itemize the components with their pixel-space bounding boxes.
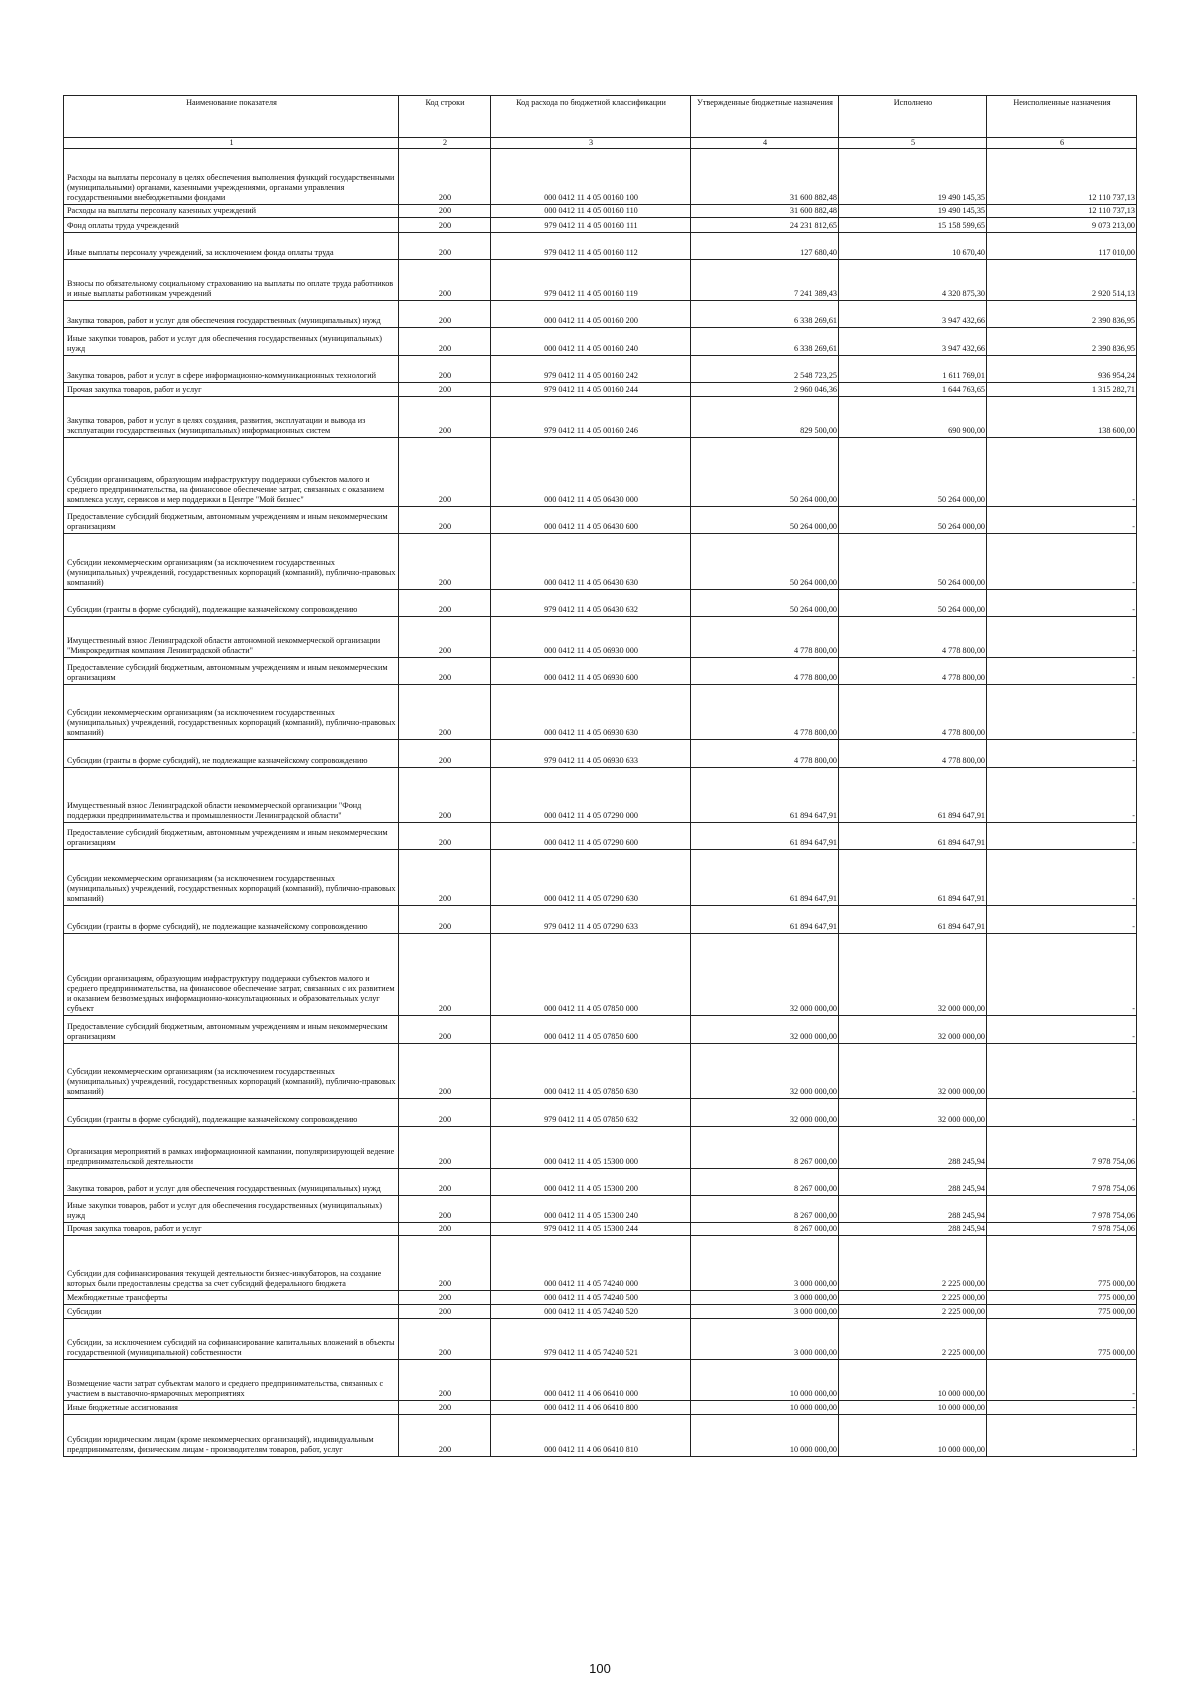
budget-code-cell: 979 0412 11 4 05 00160 119 — [491, 260, 691, 301]
budget-code-cell: 000 0412 11 4 05 07850 630 — [491, 1044, 691, 1099]
budget-code-cell: 000 0412 11 4 06 06410 800 — [491, 1401, 691, 1415]
budget-code-cell: 000 0412 11 4 05 06430 630 — [491, 534, 691, 590]
approved-amount-cell: 7 241 389,43 — [691, 260, 839, 301]
line-code-cell: 200 — [399, 438, 491, 507]
indicator-name-cell: Межбюджетные трансферты — [64, 1291, 399, 1305]
budget-code-cell: 000 0412 11 4 05 06930 600 — [491, 658, 691, 685]
indicator-name-cell: Расходы на выплаты персоналу казенных учреждений — [64, 205, 399, 218]
approved-amount-cell: 50 264 000,00 — [691, 507, 839, 534]
indicator-name-cell: Субсидии для софинансирования текущей деятельности бизнес-инкубаторов, на создание которых были предоставлены средства за счет субсидий федерального бюджета — [64, 1236, 399, 1291]
budget-code-cell: 979 0412 11 4 05 15300 244 — [491, 1223, 691, 1236]
executed-amount-cell: 4 778 800,00 — [839, 617, 987, 658]
unexecuted-amount-cell: - — [987, 768, 1137, 823]
line-code-cell: 200 — [399, 1319, 491, 1360]
unexecuted-amount-cell: - — [987, 590, 1137, 617]
line-code-cell: 200 — [399, 507, 491, 534]
unexecuted-amount-cell: - — [987, 1415, 1137, 1457]
approved-amount-cell: 2 960 046,36 — [691, 383, 839, 397]
approved-amount-cell: 61 894 647,91 — [691, 906, 839, 934]
unexecuted-amount-cell: - — [987, 1044, 1137, 1099]
line-code-cell: 200 — [399, 768, 491, 823]
executed-amount-cell: 4 320 875,30 — [839, 260, 987, 301]
column-number: 4 — [691, 138, 839, 149]
table-row — [64, 397, 1137, 438]
budget-code-cell: 000 0412 11 4 05 15300 240 — [491, 1196, 691, 1223]
executed-amount-cell: 2 225 000,00 — [839, 1236, 987, 1291]
approved-amount-cell: 32 000 000,00 — [691, 1044, 839, 1099]
line-code-cell: 200 — [399, 534, 491, 590]
budget-code-cell: 000 0412 11 4 05 06430 600 — [491, 507, 691, 534]
unexecuted-amount-cell: 7 978 754,06 — [987, 1223, 1137, 1236]
indicator-name-cell: Субсидии (гранты в форме субсидий), подлежащие казначейскому сопровождению — [64, 590, 399, 617]
column-number: 6 — [987, 138, 1137, 149]
budget-code-cell: 000 0412 11 4 05 74240 500 — [491, 1291, 691, 1305]
executed-amount-cell: 50 264 000,00 — [839, 438, 987, 507]
table-row — [64, 1401, 1137, 1415]
indicator-name-cell: Субсидии некоммерческим организациям (за исключением государственных (муниципальных) учреждений, государственных корпораций (компаний), публично-правовых компаний) — [64, 685, 399, 740]
budget-code-cell: 000 0412 11 4 05 06930 630 — [491, 685, 691, 740]
budget-code-cell: 000 0412 11 4 05 07290 000 — [491, 768, 691, 823]
indicator-name-cell: Взносы по обязательному социальному страхованию на выплаты по оплате труда работников и иные выплаты работникам учреждений — [64, 260, 399, 301]
line-code-cell: 200 — [399, 397, 491, 438]
indicator-name-cell: Закупка товаров, работ и услуг для обеспечения государственных (муниципальных) нужд — [64, 301, 399, 328]
indicator-name-cell: Предоставление субсидий бюджетным, автономным учреждениям и иным некоммерческим организациям — [64, 823, 399, 850]
approved-amount-cell: 6 338 269,61 — [691, 301, 839, 328]
approved-amount-cell: 4 778 800,00 — [691, 617, 839, 658]
column-number: 5 — [839, 138, 987, 149]
unexecuted-amount-cell: - — [987, 685, 1137, 740]
approved-amount-cell: 32 000 000,00 — [691, 934, 839, 1016]
approved-amount-cell: 31 600 882,48 — [691, 205, 839, 218]
line-code-cell: 200 — [399, 658, 491, 685]
header-indicator-name: Наименование показателя — [64, 96, 399, 138]
unexecuted-amount-cell: - — [987, 1016, 1137, 1044]
approved-amount-cell: 6 338 269,61 — [691, 328, 839, 356]
table-row — [64, 218, 1137, 233]
line-code-cell: 200 — [399, 1360, 491, 1401]
table-row — [64, 149, 1137, 205]
budget-code-cell: 000 0412 11 4 05 00160 240 — [491, 328, 691, 356]
budget-code-cell: 000 0412 11 4 05 07290 630 — [491, 850, 691, 906]
budget-code-cell: 979 0412 11 4 05 00160 111 — [491, 218, 691, 233]
budget-code-cell: 979 0412 11 4 05 07850 632 — [491, 1099, 691, 1127]
line-code-cell: 200 — [399, 1291, 491, 1305]
table-row — [64, 850, 1137, 906]
approved-amount-cell: 10 000 000,00 — [691, 1401, 839, 1415]
line-code-cell: 200 — [399, 1223, 491, 1236]
approved-amount-cell: 61 894 647,91 — [691, 823, 839, 850]
header-line-code: Код строки — [399, 96, 491, 138]
unexecuted-amount-cell: - — [987, 438, 1137, 507]
table-row — [64, 301, 1137, 328]
executed-amount-cell: 288 245,94 — [839, 1223, 987, 1236]
executed-amount-cell: 10 670,40 — [839, 233, 987, 260]
executed-amount-cell: 61 894 647,91 — [839, 850, 987, 906]
table-row — [64, 260, 1137, 301]
unexecuted-amount-cell: 9 073 213,00 — [987, 218, 1137, 233]
indicator-name-cell: Иные бюджетные ассигнования — [64, 1401, 399, 1415]
table-row — [64, 1223, 1137, 1236]
indicator-name-cell: Расходы на выплаты персоналу в целях обеспечения выполнения функций государственными (муниципальными) органами, казенными учреждениями, органами управления государственными внебюджетными фондами — [64, 149, 399, 205]
table-row — [64, 534, 1137, 590]
indicator-name-cell: Закупка товаров, работ и услуг для обеспечения государственных (муниципальных) нужд — [64, 1169, 399, 1196]
indicator-name-cell: Организация мероприятий в рамках информационной кампании, популяризирующей ведение предпринимательской деятельности — [64, 1127, 399, 1169]
budget-code-cell: 000 0412 11 4 05 00160 200 — [491, 301, 691, 328]
indicator-name-cell: Иные закупки товаров, работ и услуг для обеспечения государственных (муниципальных) нужд — [64, 328, 399, 356]
budget-code-cell: 979 0412 11 4 05 06930 633 — [491, 740, 691, 768]
header-approved-appropriations: Утвержденные бюджетные назначения — [691, 96, 839, 138]
executed-amount-cell: 10 000 000,00 — [839, 1415, 987, 1457]
executed-amount-cell: 10 000 000,00 — [839, 1401, 987, 1415]
table-row — [64, 383, 1137, 397]
unexecuted-amount-cell: - — [987, 850, 1137, 906]
executed-amount-cell: 19 490 145,35 — [839, 205, 987, 218]
budget-code-cell: 000 0412 11 4 05 07850 600 — [491, 1016, 691, 1044]
budget-code-cell: 000 0412 11 4 05 07290 600 — [491, 823, 691, 850]
indicator-name-cell: Прочая закупка товаров, работ и услуг — [64, 1223, 399, 1236]
approved-amount-cell: 32 000 000,00 — [691, 1016, 839, 1044]
table-row — [64, 1127, 1137, 1169]
approved-amount-cell: 3 000 000,00 — [691, 1319, 839, 1360]
executed-amount-cell: 15 158 599,65 — [839, 218, 987, 233]
budget-execution-table — [63, 95, 1137, 1457]
table-row — [64, 906, 1137, 934]
executed-amount-cell: 10 000 000,00 — [839, 1360, 987, 1401]
line-code-cell: 200 — [399, 685, 491, 740]
table-row — [64, 768, 1137, 823]
executed-amount-cell: 50 264 000,00 — [839, 590, 987, 617]
line-code-cell: 200 — [399, 617, 491, 658]
indicator-name-cell: Иные выплаты персоналу учреждений, за исключением фонда оплаты труда — [64, 233, 399, 260]
column-number: 3 — [491, 138, 691, 149]
line-code-cell: 200 — [399, 850, 491, 906]
table-row — [64, 685, 1137, 740]
indicator-name-cell: Возмещение части затрат субъектам малого и среднего предпринимательства, связанных с участием в выставочно-ярмарочных мероприятиях — [64, 1360, 399, 1401]
header-executed: Исполнено — [839, 96, 987, 138]
indicator-name-cell: Прочая закупка товаров, работ и услуг — [64, 383, 399, 397]
budget-code-cell: 000 0412 11 4 05 15300 200 — [491, 1169, 691, 1196]
executed-amount-cell: 288 245,94 — [839, 1196, 987, 1223]
unexecuted-amount-cell: - — [987, 658, 1137, 685]
indicator-name-cell: Субсидии (гранты в форме субсидий), не подлежащие казначейскому сопровождению — [64, 906, 399, 934]
indicator-name-cell: Иные закупки товаров, работ и услуг для обеспечения государственных (муниципальных) нужд — [64, 1196, 399, 1223]
indicator-name-cell: Предоставление субсидий бюджетным, автономным учреждениям и иным некоммерческим организациям — [64, 1016, 399, 1044]
unexecuted-amount-cell: - — [987, 617, 1137, 658]
indicator-name-cell: Субсидии некоммерческим организациям (за исключением государственных (муниципальных) учреждений, государственных корпораций (компаний), публично-правовых компаний) — [64, 1044, 399, 1099]
line-code-cell: 200 — [399, 934, 491, 1016]
line-code-cell: 200 — [399, 1401, 491, 1415]
indicator-name-cell: Имущественный взнос Ленинградской области автономной некоммерческой организации "Микрокредитная компания Ленинградской области" — [64, 617, 399, 658]
executed-amount-cell: 50 264 000,00 — [839, 534, 987, 590]
indicator-name-cell: Закупка товаров, работ и услуг в целях создания, развития, эксплуатации и вывода из эксплуатации государственных (муниципальных) информационных систем — [64, 397, 399, 438]
unexecuted-amount-cell: 12 110 737,13 — [987, 205, 1137, 218]
unexecuted-amount-cell: 117 010,00 — [987, 233, 1137, 260]
approved-amount-cell: 61 894 647,91 — [691, 850, 839, 906]
unexecuted-amount-cell: 138 600,00 — [987, 397, 1137, 438]
line-code-cell: 200 — [399, 218, 491, 233]
unexecuted-amount-cell: 2 390 836,95 — [987, 328, 1137, 356]
table-row — [64, 356, 1137, 383]
unexecuted-amount-cell: - — [987, 507, 1137, 534]
approved-amount-cell: 8 267 000,00 — [691, 1223, 839, 1236]
line-code-cell: 200 — [399, 590, 491, 617]
executed-amount-cell: 61 894 647,91 — [839, 906, 987, 934]
executed-amount-cell: 3 947 432,66 — [839, 301, 987, 328]
budget-code-cell: 000 0412 11 4 05 00160 100 — [491, 149, 691, 205]
approved-amount-cell: 50 264 000,00 — [691, 534, 839, 590]
approved-amount-cell: 10 000 000,00 — [691, 1360, 839, 1401]
indicator-name-cell: Предоставление субсидий бюджетным, автономным учреждениям и иным некоммерческим организациям — [64, 507, 399, 534]
line-code-cell: 200 — [399, 383, 491, 397]
unexecuted-amount-cell: 2 920 514,13 — [987, 260, 1137, 301]
indicator-name-cell: Субсидии, за исключением субсидий на софинансирование капитальных вложений в объекты государственной (муниципальной) собственности — [64, 1319, 399, 1360]
approved-amount-cell: 127 680,40 — [691, 233, 839, 260]
page-number: 100 — [589, 1661, 611, 1676]
approved-amount-cell: 50 264 000,00 — [691, 590, 839, 617]
approved-amount-cell: 8 267 000,00 — [691, 1196, 839, 1223]
unexecuted-amount-cell: 7 978 754,06 — [987, 1127, 1137, 1169]
table-row — [64, 823, 1137, 850]
unexecuted-amount-cell: 775 000,00 — [987, 1291, 1137, 1305]
indicator-name-cell: Имущественный взнос Ленинградской области некоммерческой организации "Фонд поддержки предпринимательства и промышленности Ленинградской области" — [64, 768, 399, 823]
unexecuted-amount-cell: 775 000,00 — [987, 1236, 1137, 1291]
unexecuted-amount-cell: 7 978 754,06 — [987, 1196, 1137, 1223]
budget-code-cell: 979 0412 11 4 05 00160 246 — [491, 397, 691, 438]
header-unexecuted-appropriations: Неисполненные назначения — [987, 96, 1137, 138]
table-row — [64, 438, 1137, 507]
table-row — [64, 233, 1137, 260]
approved-amount-cell: 4 778 800,00 — [691, 658, 839, 685]
table-body — [64, 149, 1137, 1457]
approved-amount-cell: 3 000 000,00 — [691, 1291, 839, 1305]
executed-amount-cell: 50 264 000,00 — [839, 507, 987, 534]
budget-code-cell: 979 0412 11 4 05 00160 242 — [491, 356, 691, 383]
approved-amount-cell: 829 500,00 — [691, 397, 839, 438]
indicator-name-cell: Субсидии (гранты в форме субсидий), подлежащие казначейскому сопровождению — [64, 1099, 399, 1127]
unexecuted-amount-cell: 775 000,00 — [987, 1305, 1137, 1319]
executed-amount-cell: 32 000 000,00 — [839, 1044, 987, 1099]
column-number: 1 — [64, 138, 399, 149]
unexecuted-amount-cell: 2 390 836,95 — [987, 301, 1137, 328]
executed-amount-cell: 61 894 647,91 — [839, 823, 987, 850]
approved-amount-cell: 2 548 723,25 — [691, 356, 839, 383]
indicator-name-cell: Субсидии — [64, 1305, 399, 1319]
table-row — [64, 507, 1137, 534]
line-code-cell: 200 — [399, 1127, 491, 1169]
approved-amount-cell: 31 600 882,48 — [691, 149, 839, 205]
budget-code-cell: 000 0412 11 4 06 06410 000 — [491, 1360, 691, 1401]
budget-code-cell: 000 0412 11 4 05 74240 000 — [491, 1236, 691, 1291]
approved-amount-cell: 4 778 800,00 — [691, 685, 839, 740]
line-code-cell: 200 — [399, 233, 491, 260]
executed-amount-cell: 4 778 800,00 — [839, 685, 987, 740]
unexecuted-amount-cell: 1 315 282,71 — [987, 383, 1137, 397]
unexecuted-amount-cell: - — [987, 1360, 1137, 1401]
approved-amount-cell: 8 267 000,00 — [691, 1169, 839, 1196]
executed-amount-cell: 61 894 647,91 — [839, 768, 987, 823]
budget-code-cell: 000 0412 11 4 05 15300 000 — [491, 1127, 691, 1169]
table-row — [64, 740, 1137, 768]
approved-amount-cell: 61 894 647,91 — [691, 768, 839, 823]
budget-code-cell: 979 0412 11 4 05 00160 244 — [491, 383, 691, 397]
unexecuted-amount-cell: - — [987, 740, 1137, 768]
indicator-name-cell: Фонд оплаты труда учреждений — [64, 218, 399, 233]
line-code-cell: 200 — [399, 1236, 491, 1291]
line-code-cell: 200 — [399, 1099, 491, 1127]
approved-amount-cell: 4 778 800,00 — [691, 740, 839, 768]
indicator-name-cell: Предоставление субсидий бюджетным, автономным учреждениям и иным некоммерческим организациям — [64, 658, 399, 685]
approved-amount-cell: 50 264 000,00 — [691, 438, 839, 507]
unexecuted-amount-cell: 775 000,00 — [987, 1319, 1137, 1360]
approved-amount-cell: 10 000 000,00 — [691, 1415, 839, 1457]
table-row — [64, 1415, 1137, 1457]
line-code-cell: 200 — [399, 1305, 491, 1319]
unexecuted-amount-cell: - — [987, 534, 1137, 590]
executed-amount-cell: 32 000 000,00 — [839, 1016, 987, 1044]
budget-code-cell: 000 0412 11 4 06 06410 810 — [491, 1415, 691, 1457]
table-row — [64, 1044, 1137, 1099]
unexecuted-amount-cell: 936 954,24 — [987, 356, 1137, 383]
indicator-name-cell: Закупка товаров, работ и услуг в сфере информационно-коммуникационных технологий — [64, 356, 399, 383]
executed-amount-cell: 32 000 000,00 — [839, 934, 987, 1016]
executed-amount-cell: 19 490 145,35 — [839, 149, 987, 205]
budget-code-cell: 000 0412 11 4 05 07850 000 — [491, 934, 691, 1016]
line-code-cell: 200 — [399, 740, 491, 768]
table-row — [64, 617, 1137, 658]
table-row — [64, 1099, 1137, 1127]
indicator-name-cell: Субсидии некоммерческим организациям (за исключением государственных (муниципальных) учреждений, государственных корпораций (компаний), публично-правовых компаний) — [64, 850, 399, 906]
indicator-name-cell: Субсидии (гранты в форме субсидий), не подлежащие казначейскому сопровождению — [64, 740, 399, 768]
approved-amount-cell: 24 231 812,65 — [691, 218, 839, 233]
budget-code-cell: 000 0412 11 4 05 74240 520 — [491, 1305, 691, 1319]
line-code-cell: 200 — [399, 149, 491, 205]
executed-amount-cell: 2 225 000,00 — [839, 1305, 987, 1319]
executed-amount-cell: 32 000 000,00 — [839, 1099, 987, 1127]
header-budget-classification-code: Код расхода по бюджетной классификации — [491, 96, 691, 138]
unexecuted-amount-cell: - — [987, 906, 1137, 934]
table-row — [64, 934, 1137, 1016]
executed-amount-cell: 2 225 000,00 — [839, 1291, 987, 1305]
line-code-cell: 200 — [399, 301, 491, 328]
indicator-name-cell: Субсидии юридическим лицам (кроме некоммерческих организаций), индивидуальным предпринимателям, физическим лицам - производителям товаров, работ, услуг — [64, 1415, 399, 1457]
executed-amount-cell: 1 611 769,01 — [839, 356, 987, 383]
header-row — [64, 96, 1137, 138]
unexecuted-amount-cell: 7 978 754,06 — [987, 1169, 1137, 1196]
approved-amount-cell: 3 000 000,00 — [691, 1236, 839, 1291]
table-row — [64, 1196, 1137, 1223]
executed-amount-cell: 2 225 000,00 — [839, 1319, 987, 1360]
line-code-cell: 200 — [399, 906, 491, 934]
budget-code-cell: 000 0412 11 4 05 06430 000 — [491, 438, 691, 507]
table-row — [64, 205, 1137, 218]
executed-amount-cell: 4 778 800,00 — [839, 658, 987, 685]
table-row — [64, 1360, 1137, 1401]
line-code-cell: 200 — [399, 1415, 491, 1457]
line-code-cell: 200 — [399, 1196, 491, 1223]
table-row — [64, 590, 1137, 617]
budget-code-cell: 979 0412 11 4 05 07290 633 — [491, 906, 691, 934]
budget-code-cell: 979 0412 11 4 05 74240 521 — [491, 1319, 691, 1360]
table-header — [64, 96, 1137, 149]
line-code-cell: 200 — [399, 356, 491, 383]
table-row — [64, 1291, 1137, 1305]
table-row — [64, 1305, 1137, 1319]
column-number: 2 — [399, 138, 491, 149]
line-code-cell: 200 — [399, 260, 491, 301]
budget-code-cell: 000 0412 11 4 05 00160 110 — [491, 205, 691, 218]
indicator-name-cell: Субсидии организациям, образующим инфраструктуру поддержки субъектов малого и среднего предпринимательства, на финансовое обеспечение затрат, связанных с оказанием комплекса услуг, сервисов и мер поддержки в Центре "Мой бизнес" — [64, 438, 399, 507]
indicator-name-cell: Субсидии некоммерческим организациям (за исключением государственных (муниципальных) учреждений, государственных корпораций (компаний), публично-правовых компаний) — [64, 534, 399, 590]
unexecuted-amount-cell: 12 110 737,13 — [987, 149, 1137, 205]
table-row — [64, 1319, 1137, 1360]
budget-code-cell: 979 0412 11 4 05 06430 632 — [491, 590, 691, 617]
approved-amount-cell: 32 000 000,00 — [691, 1099, 839, 1127]
line-code-cell: 200 — [399, 1044, 491, 1099]
unexecuted-amount-cell: - — [987, 1401, 1137, 1415]
table-row — [64, 1236, 1137, 1291]
executed-amount-cell: 1 644 763,65 — [839, 383, 987, 397]
budget-code-cell: 979 0412 11 4 05 00160 112 — [491, 233, 691, 260]
table-row — [64, 328, 1137, 356]
indicator-name-cell: Субсидии организациям, образующим инфраструктуру поддержки субъектов малого и среднего предпринимательства, на финансовое обеспечение затрат, связанных с их развитием и оказанием безвозмездных информационно-консультационных и образовательных услуг субъект — [64, 934, 399, 1016]
table-row — [64, 1169, 1137, 1196]
unexecuted-amount-cell: - — [987, 1099, 1137, 1127]
executed-amount-cell: 690 900,00 — [839, 397, 987, 438]
approved-amount-cell: 8 267 000,00 — [691, 1127, 839, 1169]
table-row — [64, 658, 1137, 685]
executed-amount-cell: 288 245,94 — [839, 1127, 987, 1169]
line-code-cell: 200 — [399, 205, 491, 218]
unexecuted-amount-cell: - — [987, 934, 1137, 1016]
line-code-cell: 200 — [399, 1169, 491, 1196]
line-code-cell: 200 — [399, 328, 491, 356]
line-code-cell: 200 — [399, 823, 491, 850]
approved-amount-cell: 3 000 000,00 — [691, 1305, 839, 1319]
executed-amount-cell: 4 778 800,00 — [839, 740, 987, 768]
executed-amount-cell: 3 947 432,66 — [839, 328, 987, 356]
column-numbers-row — [64, 138, 1137, 149]
table-row — [64, 1016, 1137, 1044]
unexecuted-amount-cell: - — [987, 823, 1137, 850]
line-code-cell: 200 — [399, 1016, 491, 1044]
executed-amount-cell: 288 245,94 — [839, 1169, 987, 1196]
budget-code-cell: 000 0412 11 4 05 06930 000 — [491, 617, 691, 658]
